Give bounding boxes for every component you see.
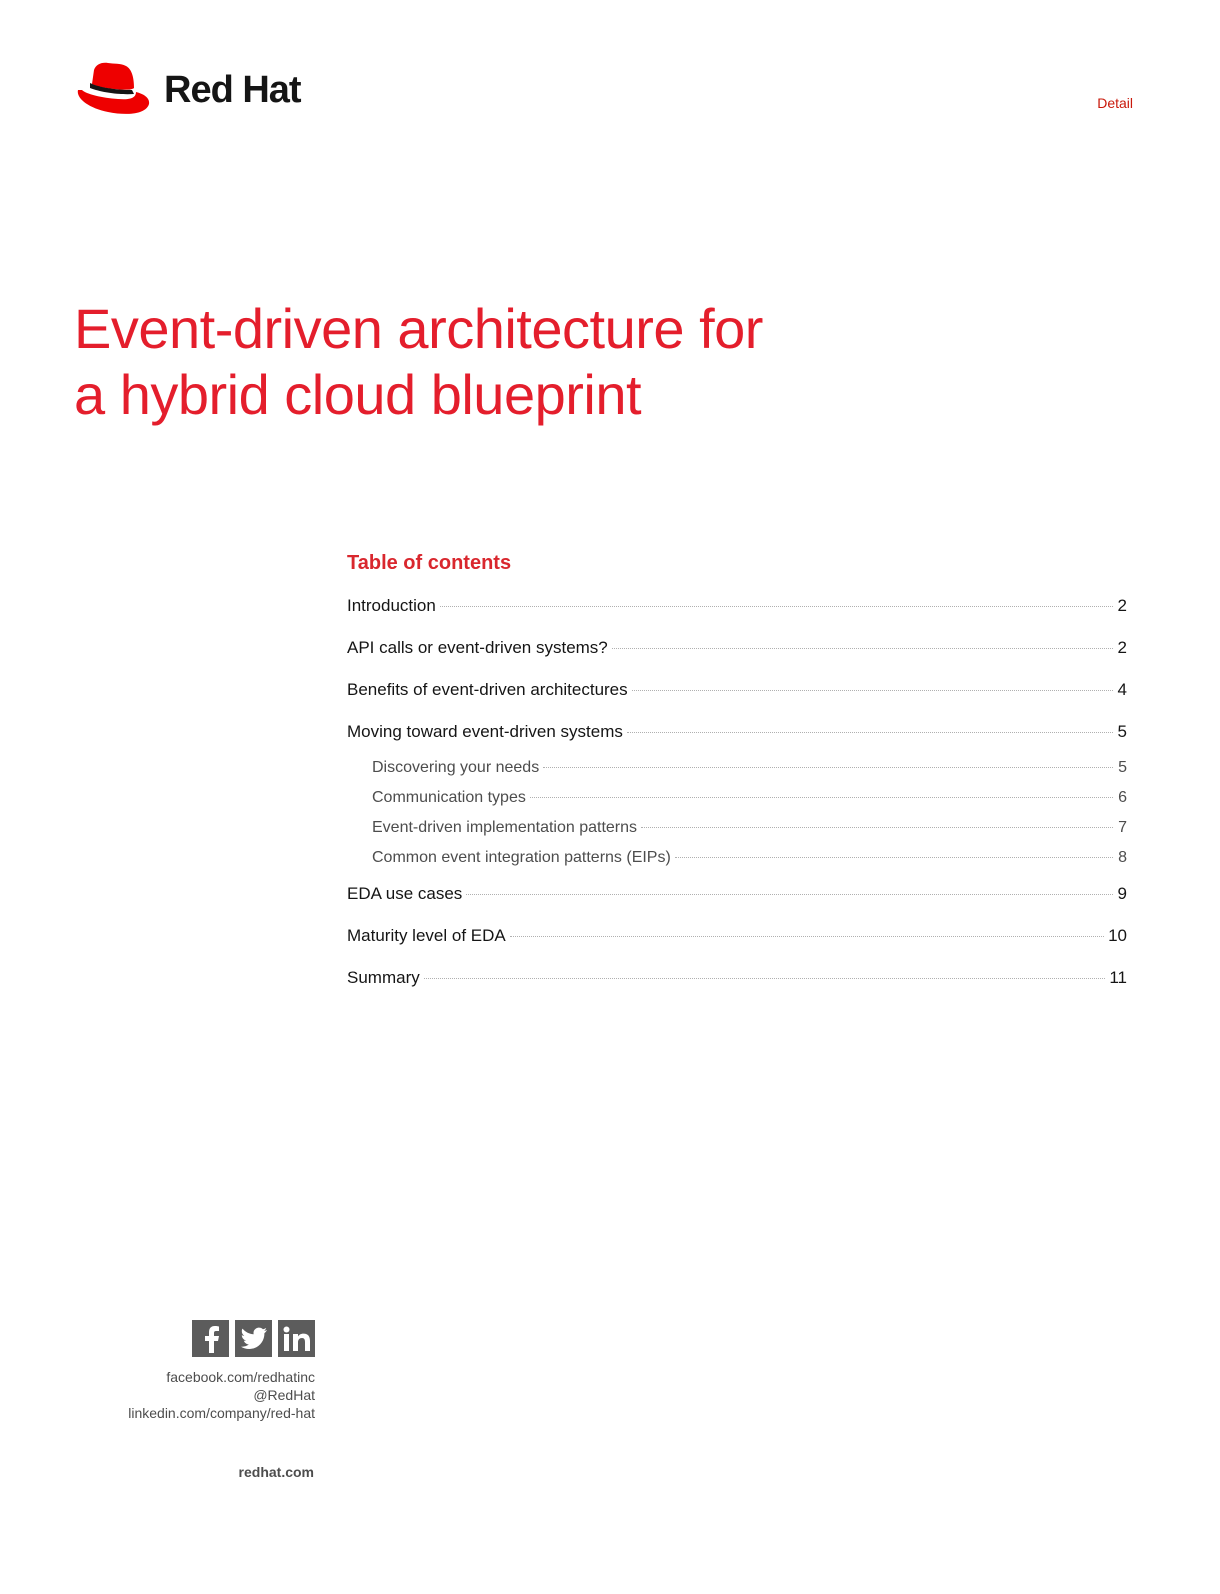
toc-entry-page: 6 — [1118, 789, 1127, 806]
linkedin-icon[interactable] — [278, 1320, 315, 1357]
toc-entry-label: Discovering your needs — [372, 759, 540, 776]
brand-wordmark: Red Hat — [164, 69, 301, 111]
toc-entry-label: Common event integration patterns (EIPs) — [372, 849, 671, 866]
dot-leader — [543, 767, 1113, 768]
toc-entry-page: 5 — [1118, 759, 1127, 776]
dot-leader — [641, 827, 1113, 828]
page-title — [74, 296, 874, 428]
toc-entry-label: Communication types — [372, 789, 526, 806]
dot-leader — [627, 732, 1113, 733]
twitter-handle[interactable]: @RedHat — [253, 1387, 315, 1403]
toc-entry-label: EDA use cases — [347, 884, 463, 903]
twitter-icon[interactable] — [235, 1320, 272, 1357]
toc-entry-page: 2 — [1117, 596, 1127, 615]
toc-subentry-discovering-needs[interactable] — [347, 756, 1127, 786]
title-line-2: a hybrid cloud blueprint — [74, 363, 642, 426]
toc-entry-eda-use-cases[interactable] — [347, 882, 1127, 924]
title-line-1: Event-driven architecture for — [74, 297, 763, 360]
toc-entry-benefits[interactable] — [347, 678, 1127, 720]
dot-leader — [530, 797, 1113, 798]
toc-entry-page: 5 — [1117, 722, 1127, 741]
toc-entry-page: 9 — [1117, 884, 1127, 903]
toc-entry-label: Introduction — [347, 596, 436, 615]
contact-links — [128, 1368, 315, 1422]
toc-entry-page: 8 — [1118, 849, 1127, 866]
toc-entry-api-calls[interactable] — [347, 636, 1127, 678]
dot-leader — [675, 857, 1113, 858]
toc-entry-label: Summary — [347, 968, 420, 987]
linkedin-link[interactable]: linkedin.com/company/red-hat — [128, 1405, 315, 1421]
toc-entry-label: Moving toward event-driven systems — [347, 722, 623, 741]
dot-leader — [612, 648, 1113, 649]
toc-entry-page: 4 — [1117, 680, 1127, 699]
facebook-link[interactable]: facebook.com/redhatinc — [166, 1369, 315, 1385]
dot-leader — [440, 606, 1113, 607]
toc-entry-label: Benefits of event-driven architectures — [347, 680, 628, 699]
toc-subentry-implementation-patterns[interactable] — [347, 816, 1127, 846]
facebook-icon[interactable] — [192, 1320, 229, 1357]
dot-leader — [632, 690, 1113, 691]
toc-subentry-integration-patterns[interactable] — [347, 846, 1127, 876]
toc-entry-label: Event-driven implementation patterns — [372, 819, 638, 836]
toc-entry-page: 11 — [1109, 968, 1127, 987]
document-type-label: Detail — [1097, 95, 1133, 111]
website-link[interactable]: redhat.com — [238, 1464, 314, 1480]
toc-entry-introduction[interactable] — [347, 594, 1127, 636]
dot-leader — [424, 978, 1106, 979]
table-of-contents — [347, 550, 1127, 1008]
social-icons — [192, 1320, 315, 1357]
toc-heading: Table of contents — [347, 552, 512, 574]
dot-leader — [510, 936, 1104, 937]
toc-entry-maturity-level[interactable] — [347, 924, 1127, 966]
red-hat-logo — [74, 60, 301, 120]
red-hat-icon — [74, 60, 152, 120]
toc-entry-page: 7 — [1118, 819, 1127, 836]
toc-entry-label: API calls or event-driven systems? — [347, 638, 608, 657]
toc-entry-label: Maturity level of EDA — [347, 926, 506, 945]
toc-entry-summary[interactable] — [347, 966, 1127, 1008]
dot-leader — [466, 894, 1113, 895]
toc-entry-page: 2 — [1117, 638, 1127, 657]
toc-subentry-communication-types[interactable] — [347, 786, 1127, 816]
toc-entry-page: 10 — [1108, 926, 1127, 945]
